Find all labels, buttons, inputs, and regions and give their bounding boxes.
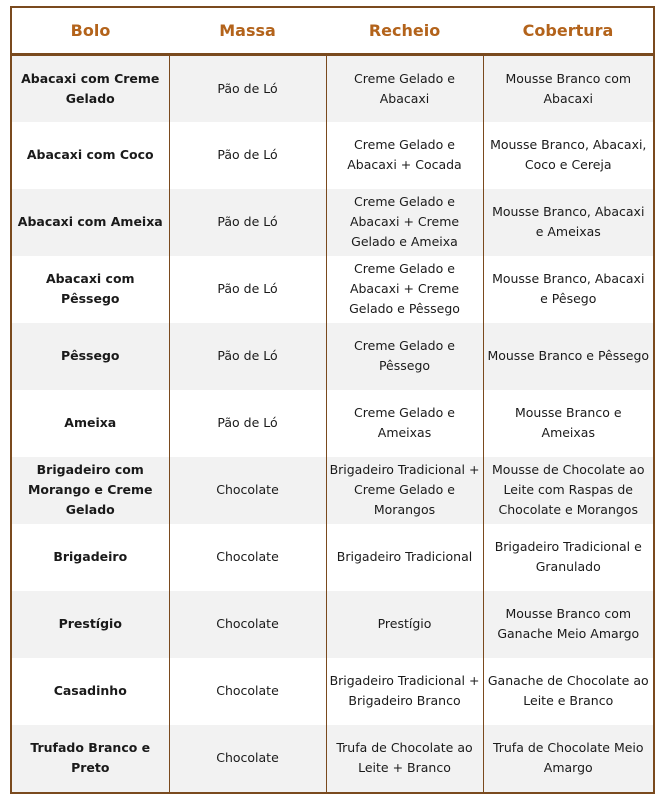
cell-massa: Chocolate [169,658,326,725]
cell-cobertura: Ganache de Chocolate ao Leite e Branco [483,658,653,725]
cell-bolo: Abacaxi com Ameixa [12,189,169,256]
cell-massa: Pão de Ló [169,390,326,457]
table-row [12,189,653,256]
cell-bolo: Prestígio [12,591,169,658]
header-bolo: Bolo [12,8,169,55]
table-row [12,122,653,189]
cell-recheio: Brigadeiro Tradicional + Creme Gelado e Morangos [326,457,483,524]
table-row [12,390,653,457]
cell-cobertura: Mousse de Chocolate ao Leite com Raspas de Chocolate e Morangos [483,457,653,524]
cell-massa: Pão de Ló [169,256,326,323]
cell-massa: Pão de Ló [169,122,326,189]
cell-cobertura: Mousse Branco e Pêssego [483,323,653,390]
cell-cobertura: Brigadeiro Tradicional e Granulado [483,524,653,591]
cell-bolo: Brigadeiro [12,524,169,591]
cell-bolo: Casadinho [12,658,169,725]
cell-recheio: Creme Gelado e Pêssego [326,323,483,390]
cell-bolo: Brigadeiro com Morango e Creme Gelado [12,457,169,524]
cell-massa: Pão de Ló [169,189,326,256]
table-row [12,256,653,323]
table-body [12,55,653,792]
table-row [12,725,653,792]
cell-cobertura: Mousse Branco, Abacaxi e Ameixas [483,189,653,256]
cell-recheio: Creme Gelado e Ameixas [326,390,483,457]
cell-bolo: Abacaxi com Pêssego [12,256,169,323]
cell-recheio: Creme Gelado e Abacaxi + Creme Gelado e Ameixa [326,189,483,256]
cell-bolo: Abacaxi com Coco [12,122,169,189]
cell-massa: Chocolate [169,591,326,658]
cell-bolo: Trufado Branco e Preto [12,725,169,792]
cell-recheio: Creme Gelado e Abacaxi [326,55,483,122]
cell-recheio: Prestígio [326,591,483,658]
cell-cobertura: Mousse Branco com Abacaxi [483,55,653,122]
cell-massa: Pão de Ló [169,323,326,390]
header-row [12,8,653,55]
cell-bolo: Abacaxi com Creme Gelado [12,55,169,122]
cell-recheio: Trufa de Chocolate ao Leite + Branco [326,725,483,792]
cake-menu-table [12,8,653,792]
table-row [12,524,653,591]
table-row [12,658,653,725]
cell-massa: Chocolate [169,725,326,792]
table-row [12,591,653,658]
header-cobertura: Cobertura [483,8,653,55]
table-row [12,457,653,524]
cake-menu-table-container [10,6,655,794]
cell-massa: Chocolate [169,457,326,524]
header-recheio: Recheio [326,8,483,55]
cell-cobertura: Trufa de Chocolate Meio Amargo [483,725,653,792]
cell-bolo: Ameixa [12,390,169,457]
cell-cobertura: Mousse Branco, Abacaxi, Coco e Cereja [483,122,653,189]
cell-recheio: Brigadeiro Tradicional [326,524,483,591]
table-row [12,55,653,122]
cell-massa: Chocolate [169,524,326,591]
cell-cobertura: Mousse Branco e Ameixas [483,390,653,457]
cell-cobertura: Mousse Branco, Abacaxi e Pêsego [483,256,653,323]
cell-bolo: Pêssego [12,323,169,390]
header-massa: Massa [169,8,326,55]
table-row [12,323,653,390]
cell-cobertura: Mousse Branco com Ganache Meio Amargo [483,591,653,658]
cell-recheio: Brigadeiro Tradicional + Brigadeiro Branco [326,658,483,725]
cell-recheio: Creme Gelado e Abacaxi + Cocada [326,122,483,189]
cell-recheio: Creme Gelado e Abacaxi + Creme Gelado e Pêssego [326,256,483,323]
cell-massa: Pão de Ló [169,55,326,122]
table-header [12,8,653,55]
